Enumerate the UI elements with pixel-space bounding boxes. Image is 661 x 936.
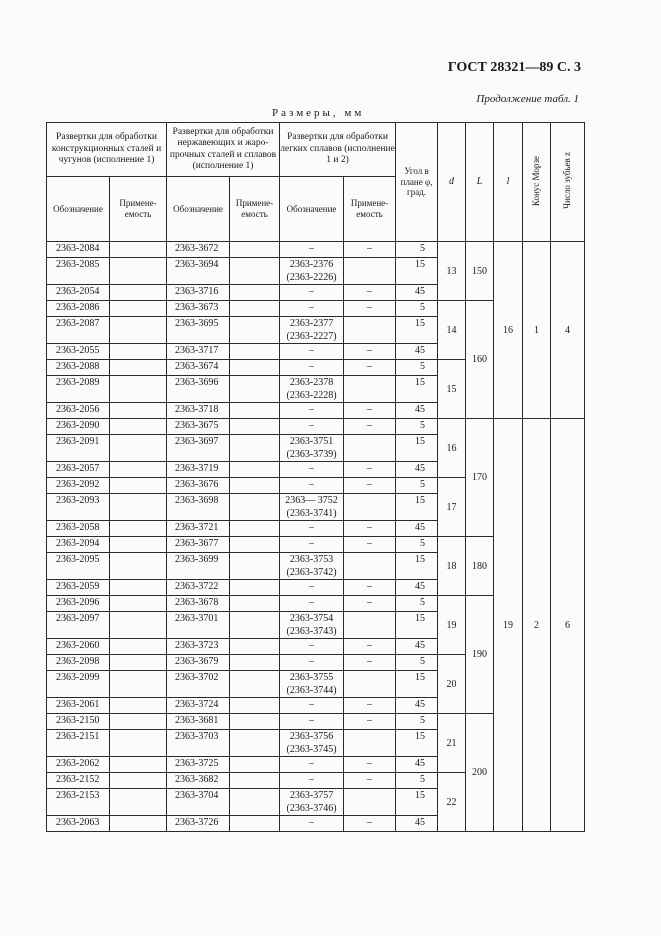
designation-structural: 2363-2084 bbox=[47, 242, 110, 258]
angle-value: 15 bbox=[396, 789, 438, 816]
designation-stainless: 2363-3675 bbox=[167, 419, 230, 435]
applicability-stainless bbox=[230, 301, 280, 317]
designation-light-alloy bbox=[280, 714, 344, 730]
d-value: 19 bbox=[438, 596, 466, 655]
designation-stainless: 2363-3703 bbox=[167, 730, 230, 757]
applicability-stainless bbox=[230, 462, 280, 478]
applicability-light-alloy bbox=[344, 376, 396, 403]
col-morse bbox=[523, 123, 551, 242]
L-value: 200 bbox=[466, 714, 494, 832]
applicability-stainless bbox=[230, 360, 280, 376]
designation-light-alloy-main: – bbox=[309, 361, 315, 372]
applicability-structural bbox=[110, 612, 167, 639]
applicability-stainless bbox=[230, 403, 280, 419]
L-value: 170 bbox=[466, 419, 494, 537]
applicability-stainless bbox=[230, 285, 280, 301]
applicability-structural bbox=[110, 242, 167, 258]
continuation-label: Продолжение табл. 1 bbox=[476, 93, 579, 105]
applicability-structural bbox=[110, 639, 167, 655]
d-value: 14 bbox=[438, 301, 466, 360]
designation-light-alloy bbox=[280, 698, 344, 714]
designation-light-alloy-alt: (2363-3745) bbox=[286, 744, 337, 755]
applicability-light-alloy: – bbox=[344, 285, 396, 301]
designation-structural: 2363-2152 bbox=[47, 773, 110, 789]
designation-light-alloy bbox=[280, 521, 344, 537]
col-designation-3: Обозначение bbox=[280, 177, 344, 242]
designation-light-alloy bbox=[280, 789, 344, 816]
designation-light-alloy-main: – bbox=[309, 302, 315, 313]
col-applicability-2: Примене-емость bbox=[230, 177, 280, 242]
applicability-light-alloy bbox=[344, 317, 396, 344]
designation-light-alloy-main: – bbox=[309, 758, 315, 769]
applicability-light-alloy: – bbox=[344, 521, 396, 537]
angle-value: 5 bbox=[396, 714, 438, 730]
col-d: d bbox=[438, 123, 466, 242]
applicability-light-alloy: – bbox=[344, 301, 396, 317]
designation-structural: 2363-2090 bbox=[47, 419, 110, 435]
applicability-stainless bbox=[230, 757, 280, 773]
designation-light-alloy-main: – bbox=[309, 404, 315, 415]
designation-light-alloy-main: – bbox=[309, 640, 315, 651]
designation-stainless: 2363-3674 bbox=[167, 360, 230, 376]
angle-value: 15 bbox=[396, 258, 438, 285]
designation-light-alloy bbox=[280, 537, 344, 553]
designation-stainless: 2363-3719 bbox=[167, 462, 230, 478]
applicability-structural bbox=[110, 757, 167, 773]
applicability-stainless bbox=[230, 580, 280, 596]
applicability-stainless bbox=[230, 698, 280, 714]
applicability-stainless bbox=[230, 258, 280, 285]
applicability-structural bbox=[110, 285, 167, 301]
angle-value: 45 bbox=[396, 285, 438, 301]
applicability-structural bbox=[110, 521, 167, 537]
reamer-table bbox=[46, 122, 585, 832]
designation-light-alloy-main: – bbox=[309, 656, 315, 667]
designation-light-alloy bbox=[280, 435, 344, 462]
applicability-stainless bbox=[230, 344, 280, 360]
designation-light-alloy bbox=[280, 655, 344, 671]
applicability-light-alloy: – bbox=[344, 639, 396, 655]
applicability-structural bbox=[110, 435, 167, 462]
designation-stainless: 2363-3676 bbox=[167, 478, 230, 494]
applicability-light-alloy bbox=[344, 435, 396, 462]
designation-structural: 2363-2059 bbox=[47, 580, 110, 596]
applicability-stainless bbox=[230, 537, 280, 553]
designation-structural: 2363-2088 bbox=[47, 360, 110, 376]
designation-light-alloy-main: – bbox=[309, 463, 315, 474]
designation-structural: 2363-2060 bbox=[47, 639, 110, 655]
angle-value: 45 bbox=[396, 698, 438, 714]
d-value: 16 bbox=[438, 419, 466, 478]
designation-light-alloy-alt: (2363-3746) bbox=[286, 803, 337, 814]
applicability-structural bbox=[110, 317, 167, 344]
designation-structural: 2363-2150 bbox=[47, 714, 110, 730]
designation-structural: 2363-2058 bbox=[47, 521, 110, 537]
angle-value: 5 bbox=[396, 596, 438, 612]
designation-structural: 2363-2094 bbox=[47, 537, 110, 553]
d-value: 17 bbox=[438, 478, 466, 537]
L-value: 150 bbox=[466, 242, 494, 301]
designation-stainless: 2363-3717 bbox=[167, 344, 230, 360]
designation-light-alloy-alt: (2363-3739) bbox=[286, 449, 337, 460]
applicability-stainless bbox=[230, 317, 280, 344]
designation-light-alloy bbox=[280, 580, 344, 596]
applicability-light-alloy bbox=[344, 258, 396, 285]
applicability-structural bbox=[110, 580, 167, 596]
applicability-stainless bbox=[230, 596, 280, 612]
designation-light-alloy-main: – bbox=[309, 715, 315, 726]
applicability-light-alloy: – bbox=[344, 655, 396, 671]
table-body bbox=[47, 242, 585, 832]
designation-stainless: 2363-3704 bbox=[167, 789, 230, 816]
angle-value: 45 bbox=[396, 462, 438, 478]
designation-structural: 2363-2097 bbox=[47, 612, 110, 639]
col-morse-label: Конус Морзе bbox=[531, 155, 542, 206]
applicability-light-alloy: – bbox=[344, 698, 396, 714]
designation-light-alloy-alt: (2363-3744) bbox=[286, 685, 337, 696]
applicability-light-alloy: – bbox=[344, 816, 396, 832]
dimensions-label: Размеры, мм bbox=[272, 107, 365, 119]
applicability-light-alloy: – bbox=[344, 419, 396, 435]
designation-stainless: 2363-3701 bbox=[167, 612, 230, 639]
applicability-structural bbox=[110, 344, 167, 360]
designation-stainless: 2363-3694 bbox=[167, 258, 230, 285]
designation-light-alloy-main: 2363-3753 bbox=[289, 554, 334, 565]
designation-stainless: 2363-3721 bbox=[167, 521, 230, 537]
col-teeth-label: Число зубьев z bbox=[562, 152, 573, 210]
designation-light-alloy-main: – bbox=[309, 286, 315, 297]
applicability-light-alloy bbox=[344, 494, 396, 521]
designation-structural: 2363-2153 bbox=[47, 789, 110, 816]
designation-light-alloy bbox=[280, 344, 344, 360]
designation-structural: 2363-2099 bbox=[47, 671, 110, 698]
applicability-light-alloy: – bbox=[344, 773, 396, 789]
col-group-structural: Развертки для обработки конструкционных сталей и чугунов (исполнение 1) bbox=[47, 123, 167, 177]
angle-value: 15 bbox=[396, 376, 438, 403]
applicability-light-alloy: – bbox=[344, 714, 396, 730]
L-value: 190 bbox=[466, 596, 494, 714]
applicability-structural bbox=[110, 462, 167, 478]
morse-value: 1 bbox=[523, 242, 551, 419]
table-row bbox=[47, 419, 585, 435]
applicability-structural bbox=[110, 816, 167, 832]
designation-stainless: 2363-3673 bbox=[167, 301, 230, 317]
angle-value: 15 bbox=[396, 730, 438, 757]
designation-structural: 2363-2098 bbox=[47, 655, 110, 671]
designation-light-alloy bbox=[280, 376, 344, 403]
angle-value: 5 bbox=[396, 360, 438, 376]
designation-light-alloy-main: 2363-3755 bbox=[289, 672, 334, 683]
designation-stainless: 2363-3723 bbox=[167, 639, 230, 655]
designation-light-alloy bbox=[280, 478, 344, 494]
angle-value: 45 bbox=[396, 580, 438, 596]
applicability-stainless bbox=[230, 789, 280, 816]
designation-structural: 2363-2087 bbox=[47, 317, 110, 344]
applicability-stainless bbox=[230, 612, 280, 639]
designation-light-alloy-alt: (2363-3741) bbox=[286, 508, 337, 519]
angle-value: 15 bbox=[396, 671, 438, 698]
designation-light-alloy-main: 2363-3751 bbox=[289, 436, 334, 447]
designation-stainless: 2363-3718 bbox=[167, 403, 230, 419]
col-group-stainless: Развертки для обработки нержавеющих и жаро-прочных сталей и сплавов (исполнение 1) bbox=[167, 123, 280, 177]
col-angle: Угол в плане φ, град. bbox=[396, 123, 438, 242]
applicability-light-alloy: – bbox=[344, 757, 396, 773]
applicability-structural bbox=[110, 360, 167, 376]
angle-value: 5 bbox=[396, 419, 438, 435]
applicability-stainless bbox=[230, 494, 280, 521]
angle-value: 45 bbox=[396, 757, 438, 773]
designation-light-alloy-main: – bbox=[309, 597, 315, 608]
designation-structural: 2363-2055 bbox=[47, 344, 110, 360]
applicability-light-alloy: – bbox=[344, 344, 396, 360]
designation-structural: 2363-2091 bbox=[47, 435, 110, 462]
angle-value: 5 bbox=[396, 655, 438, 671]
table-row bbox=[47, 242, 585, 258]
applicability-light-alloy: – bbox=[344, 462, 396, 478]
angle-value: 15 bbox=[396, 612, 438, 639]
angle-value: 45 bbox=[396, 403, 438, 419]
designation-light-alloy-main: – bbox=[309, 774, 315, 785]
applicability-light-alloy bbox=[344, 789, 396, 816]
applicability-structural bbox=[110, 403, 167, 419]
designation-light-alloy bbox=[280, 671, 344, 698]
angle-value: 5 bbox=[396, 301, 438, 317]
designation-light-alloy-alt: (2363-3743) bbox=[286, 626, 337, 637]
col-L: L bbox=[466, 123, 494, 242]
d-value: 22 bbox=[438, 773, 466, 832]
applicability-stainless bbox=[230, 521, 280, 537]
designation-stainless: 2363-3679 bbox=[167, 655, 230, 671]
designation-light-alloy bbox=[280, 773, 344, 789]
applicability-structural bbox=[110, 698, 167, 714]
designation-light-alloy-main: 2363— 3752 bbox=[285, 495, 338, 506]
applicability-stainless bbox=[230, 639, 280, 655]
applicability-light-alloy bbox=[344, 730, 396, 757]
applicability-stainless bbox=[230, 376, 280, 403]
designation-structural: 2363-2063 bbox=[47, 816, 110, 832]
designation-structural: 2363-2057 bbox=[47, 462, 110, 478]
designation-light-alloy-alt: (2363-2228) bbox=[286, 390, 337, 401]
L-value: 180 bbox=[466, 537, 494, 596]
angle-value: 5 bbox=[396, 478, 438, 494]
designation-structural: 2363-2056 bbox=[47, 403, 110, 419]
applicability-stainless bbox=[230, 419, 280, 435]
applicability-light-alloy bbox=[344, 612, 396, 639]
applicability-light-alloy: – bbox=[344, 580, 396, 596]
applicability-stainless bbox=[230, 655, 280, 671]
applicability-structural bbox=[110, 730, 167, 757]
designation-stainless: 2363-3696 bbox=[167, 376, 230, 403]
designation-stainless: 2363-3695 bbox=[167, 317, 230, 344]
applicability-structural bbox=[110, 376, 167, 403]
L-value: 160 bbox=[466, 301, 494, 419]
col-designation-2: Обозначение bbox=[167, 177, 230, 242]
angle-value: 5 bbox=[396, 537, 438, 553]
designation-light-alloy bbox=[280, 242, 344, 258]
designation-light-alloy-main: 2363-2377 bbox=[289, 318, 334, 329]
designation-structural: 2363-2151 bbox=[47, 730, 110, 757]
designation-stainless: 2363-3681 bbox=[167, 714, 230, 730]
l-value: 16 bbox=[494, 242, 523, 419]
designation-light-alloy bbox=[280, 317, 344, 344]
designation-light-alloy bbox=[280, 301, 344, 317]
designation-light-alloy bbox=[280, 553, 344, 580]
angle-value: 45 bbox=[396, 639, 438, 655]
designation-light-alloy bbox=[280, 419, 344, 435]
applicability-light-alloy: – bbox=[344, 360, 396, 376]
designation-structural: 2363-2089 bbox=[47, 376, 110, 403]
applicability-stainless bbox=[230, 773, 280, 789]
col-applicability-3: Примене-емость bbox=[344, 177, 396, 242]
col-applicability-1: Примене-емость bbox=[110, 177, 167, 242]
applicability-stainless bbox=[230, 553, 280, 580]
page-header: ГОСТ 28321—89 С. 3 bbox=[447, 60, 581, 75]
designation-stainless: 2363-3672 bbox=[167, 242, 230, 258]
applicability-light-alloy bbox=[344, 553, 396, 580]
applicability-structural bbox=[110, 655, 167, 671]
designation-light-alloy bbox=[280, 730, 344, 757]
designation-light-alloy-main: 2363-2376 bbox=[289, 259, 334, 270]
designation-light-alloy-main: – bbox=[309, 538, 315, 549]
applicability-light-alloy: – bbox=[344, 478, 396, 494]
designation-light-alloy-alt: (2363-2227) bbox=[286, 331, 337, 342]
d-value: 21 bbox=[438, 714, 466, 773]
morse-value: 2 bbox=[523, 419, 551, 832]
designation-light-alloy-main: 2363-2378 bbox=[289, 377, 334, 388]
designation-structural: 2363-2054 bbox=[47, 285, 110, 301]
designation-stainless: 2363-3699 bbox=[167, 553, 230, 580]
angle-value: 15 bbox=[396, 494, 438, 521]
applicability-stainless bbox=[230, 714, 280, 730]
designation-light-alloy bbox=[280, 285, 344, 301]
designation-light-alloy-main: – bbox=[309, 420, 315, 431]
col-group-light-alloys: Развертки для обработки легких сплавов (исполнение 1 и 2) bbox=[280, 123, 396, 177]
designation-stainless: 2363-3726 bbox=[167, 816, 230, 832]
designation-light-alloy bbox=[280, 462, 344, 478]
designation-light-alloy bbox=[280, 494, 344, 521]
col-l: l bbox=[494, 123, 523, 242]
applicability-stainless bbox=[230, 816, 280, 832]
designation-structural: 2363-2085 bbox=[47, 258, 110, 285]
applicability-structural bbox=[110, 596, 167, 612]
applicability-stainless bbox=[230, 435, 280, 462]
designation-light-alloy bbox=[280, 360, 344, 376]
applicability-light-alloy: – bbox=[344, 596, 396, 612]
designation-light-alloy-main: – bbox=[309, 699, 315, 710]
designation-light-alloy-main: – bbox=[309, 522, 315, 533]
applicability-structural bbox=[110, 258, 167, 285]
applicability-structural bbox=[110, 537, 167, 553]
designation-stainless: 2363-3722 bbox=[167, 580, 230, 596]
designation-light-alloy-main: – bbox=[309, 817, 315, 828]
designation-structural: 2363-2096 bbox=[47, 596, 110, 612]
applicability-light-alloy: – bbox=[344, 403, 396, 419]
designation-stainless: 2363-3725 bbox=[167, 757, 230, 773]
angle-value: 45 bbox=[396, 521, 438, 537]
designation-light-alloy bbox=[280, 816, 344, 832]
designation-stainless: 2363-3678 bbox=[167, 596, 230, 612]
l-value: 19 bbox=[494, 419, 523, 832]
applicability-structural bbox=[110, 494, 167, 521]
designation-structural: 2363-2095 bbox=[47, 553, 110, 580]
applicability-structural bbox=[110, 478, 167, 494]
designation-light-alloy bbox=[280, 612, 344, 639]
angle-value: 15 bbox=[396, 317, 438, 344]
applicability-structural bbox=[110, 301, 167, 317]
angle-value: 15 bbox=[396, 435, 438, 462]
designation-light-alloy-main: 2363-3754 bbox=[289, 613, 334, 624]
designation-light-alloy bbox=[280, 403, 344, 419]
designation-stainless: 2363-3702 bbox=[167, 671, 230, 698]
designation-light-alloy-alt: (2363-2226) bbox=[286, 272, 337, 283]
teeth-value: 6 bbox=[551, 419, 585, 832]
applicability-stainless bbox=[230, 730, 280, 757]
designation-light-alloy-main: 2363-3757 bbox=[289, 790, 334, 801]
designation-stainless: 2363-3677 bbox=[167, 537, 230, 553]
applicability-structural bbox=[110, 671, 167, 698]
designation-stainless: 2363-3682 bbox=[167, 773, 230, 789]
applicability-light-alloy: – bbox=[344, 242, 396, 258]
designation-light-alloy-main: – bbox=[309, 581, 315, 592]
designation-light-alloy bbox=[280, 757, 344, 773]
designation-light-alloy-main: 2363-3756 bbox=[289, 731, 334, 742]
angle-value: 45 bbox=[396, 344, 438, 360]
angle-value: 15 bbox=[396, 553, 438, 580]
designation-structural: 2363-2093 bbox=[47, 494, 110, 521]
applicability-light-alloy bbox=[344, 671, 396, 698]
designation-light-alloy-main: – bbox=[309, 345, 315, 356]
designation-structural: 2363-2062 bbox=[47, 757, 110, 773]
designation-light-alloy-alt: (2363-3742) bbox=[286, 567, 337, 578]
designation-stainless: 2363-3698 bbox=[167, 494, 230, 521]
col-teeth bbox=[551, 123, 585, 242]
designation-stainless: 2363-3697 bbox=[167, 435, 230, 462]
applicability-structural bbox=[110, 789, 167, 816]
d-value: 18 bbox=[438, 537, 466, 596]
angle-value: 5 bbox=[396, 242, 438, 258]
designation-stainless: 2363-3724 bbox=[167, 698, 230, 714]
designation-structural: 2363-2061 bbox=[47, 698, 110, 714]
applicability-stainless bbox=[230, 478, 280, 494]
d-value: 15 bbox=[438, 360, 466, 419]
applicability-structural bbox=[110, 714, 167, 730]
designation-light-alloy-main: – bbox=[309, 243, 315, 254]
designation-stainless: 2363-3716 bbox=[167, 285, 230, 301]
d-value: 13 bbox=[438, 242, 466, 301]
designation-structural: 2363-2092 bbox=[47, 478, 110, 494]
designation-light-alloy bbox=[280, 639, 344, 655]
applicability-stainless bbox=[230, 242, 280, 258]
designation-structural: 2363-2086 bbox=[47, 301, 110, 317]
applicability-structural bbox=[110, 773, 167, 789]
applicability-stainless bbox=[230, 671, 280, 698]
angle-value: 45 bbox=[396, 816, 438, 832]
applicability-structural bbox=[110, 419, 167, 435]
designation-light-alloy-main: – bbox=[309, 479, 315, 490]
applicability-light-alloy: – bbox=[344, 537, 396, 553]
angle-value: 5 bbox=[396, 773, 438, 789]
designation-light-alloy bbox=[280, 258, 344, 285]
applicability-structural bbox=[110, 553, 167, 580]
col-designation-1: Обозначение bbox=[47, 177, 110, 242]
d-value: 20 bbox=[438, 655, 466, 714]
teeth-value: 4 bbox=[551, 242, 585, 419]
designation-light-alloy bbox=[280, 596, 344, 612]
